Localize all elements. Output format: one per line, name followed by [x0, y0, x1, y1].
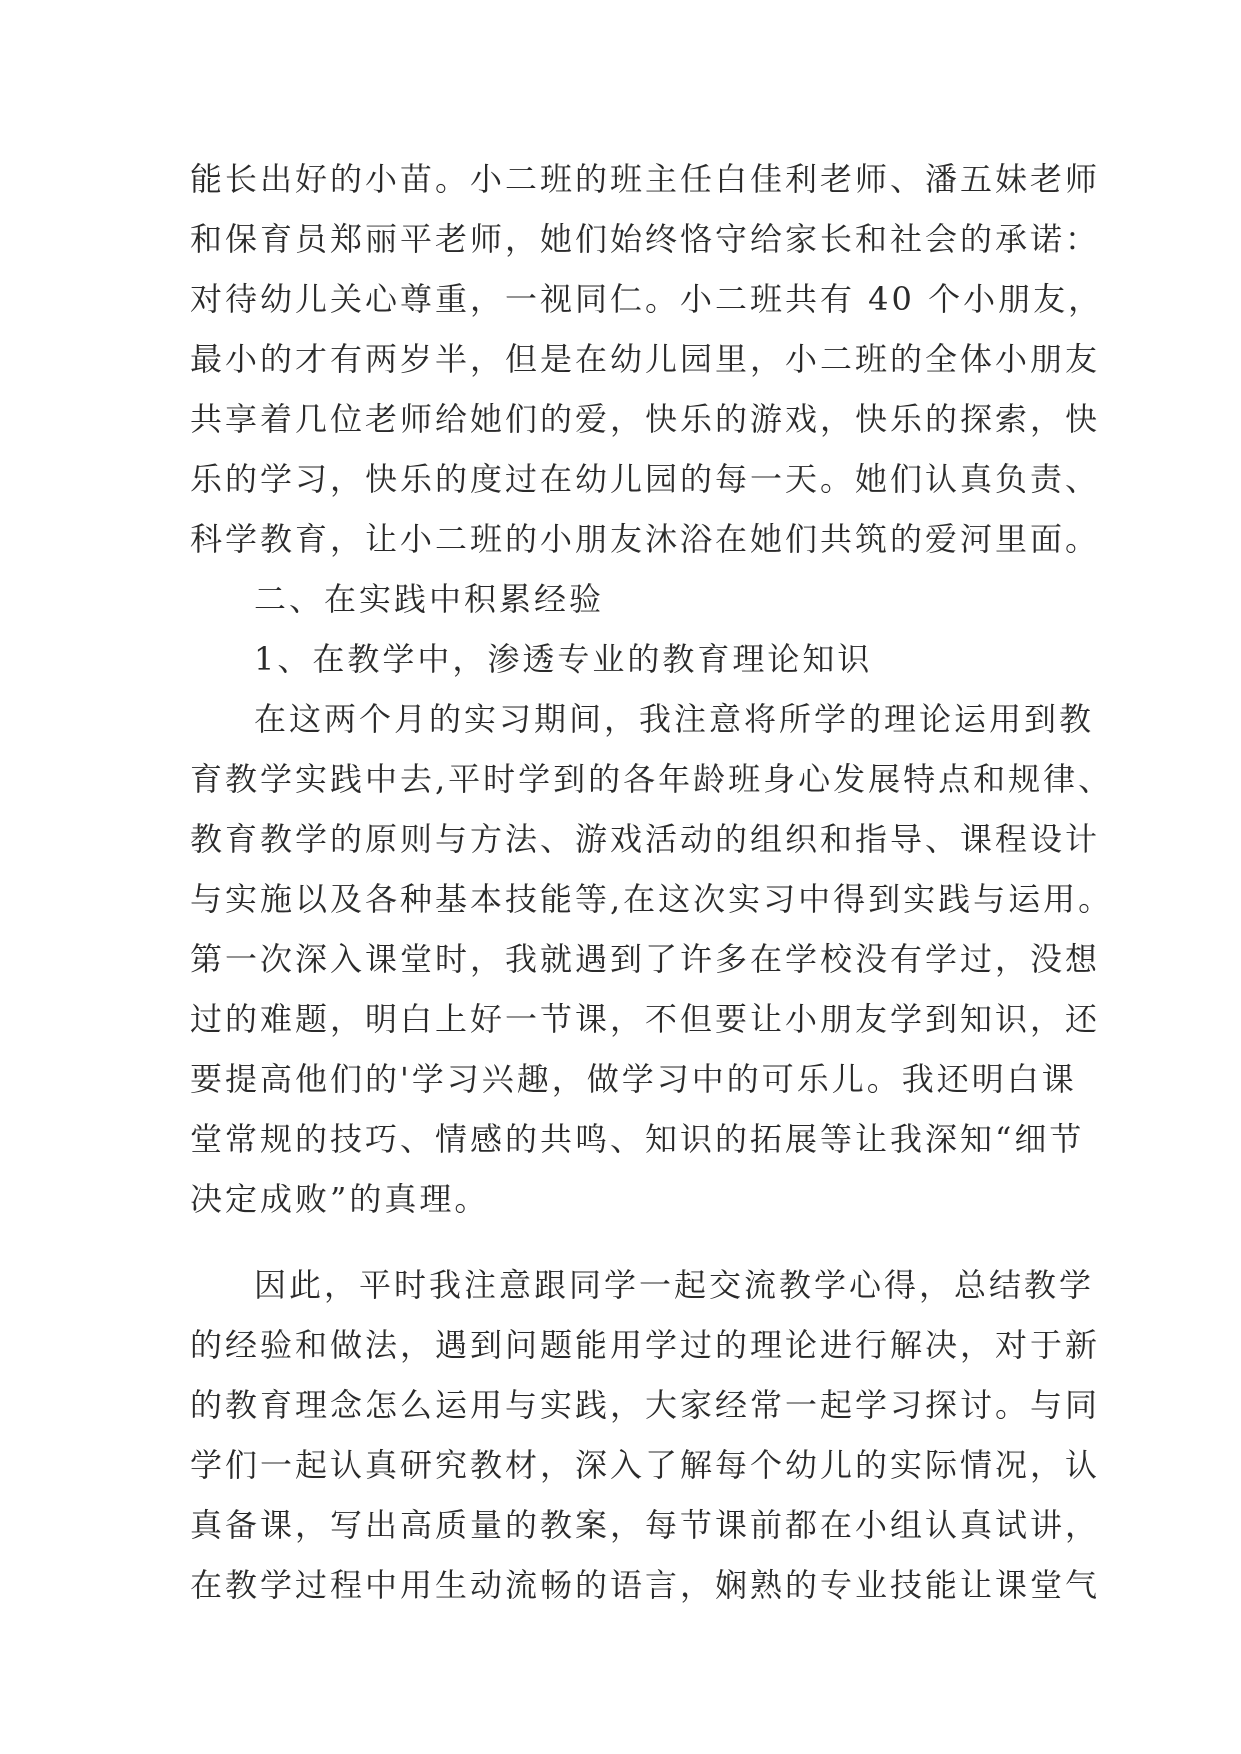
- text-line: 在这两个月的实习期间，我注意将所学的理论运用到教: [254, 700, 1095, 738]
- text-line: 真备课，写出高质量的教案，每节课前都在小组认真试讲，: [190, 1506, 1101, 1544]
- text-line: 要提高他们的'学习兴趣，做学习中的可乐儿。我还明白课: [190, 1060, 1077, 1098]
- text-line: 的经验和做法，遇到问题能用学过的理论进行解决，对于新: [190, 1326, 1101, 1364]
- text-line: 的教育理念怎么运用与实践，大家经常一起学习探讨。与同: [190, 1386, 1101, 1424]
- text-line: 堂常规的技巧、情感的共鸣、知识的拓展等让我深知“细节: [190, 1120, 1085, 1158]
- text-line: 与实施以及各种基本技能等,在这次实习中得到实践与运用。: [190, 880, 1114, 918]
- text-line: 共享着几位老师给她们的爱，快乐的游戏，快乐的探索，快: [190, 400, 1101, 438]
- text-line: 和保育员郑丽平老师，她们始终恪守给家长和社会的承诺：: [190, 220, 1101, 258]
- text-line: 科学教育，让小二班的小朋友沐浴在她们共筑的爱河里面。: [190, 520, 1101, 558]
- text-line: 过的难题，明白上好一节课，不但要让小朋友学到知识，还: [190, 1000, 1101, 1038]
- text-line: 乐的学习，快乐的度过在幼儿园的每一天。她们认真负责、: [190, 460, 1101, 498]
- text-line: 决定成败”的真理。: [190, 1180, 490, 1218]
- section-heading: 二、在实践中积累经验: [254, 580, 605, 618]
- text-line: 育教学实践中去,平时学到的各年龄班身心发展特点和规律、: [190, 760, 1114, 798]
- text-line: 能长出好的小苗。小二班的班主任白佳利老师、潘五妹老师: [190, 160, 1101, 198]
- text-line: 在教学过程中用生动流畅的语言，娴熟的专业技能让课堂气: [190, 1566, 1101, 1604]
- text-line: 学们一起认真研究教材，深入了解每个幼儿的实际情况，认: [190, 1446, 1101, 1484]
- text-line: 教育教学的原则与方法、游戏活动的组织和指导、课程设计: [190, 820, 1101, 858]
- subsection-heading: 1、在教学中，渗透专业的教育理论知识: [254, 640, 873, 678]
- text-line: 最小的才有两岁半，但是在幼儿园里，小二班的全体小朋友: [190, 340, 1101, 378]
- body-text: [190, 160, 1114, 1626]
- text-line: 对待幼儿关心尊重，一视同仁。小二班共有 40 个小朋友，: [190, 280, 1104, 318]
- text-line: 因此，平时我注意跟同学一起交流教学心得，总结教学: [254, 1266, 1095, 1304]
- text-line: 第一次深入课堂时，我就遇到了许多在学校没有学过，没想: [190, 940, 1101, 978]
